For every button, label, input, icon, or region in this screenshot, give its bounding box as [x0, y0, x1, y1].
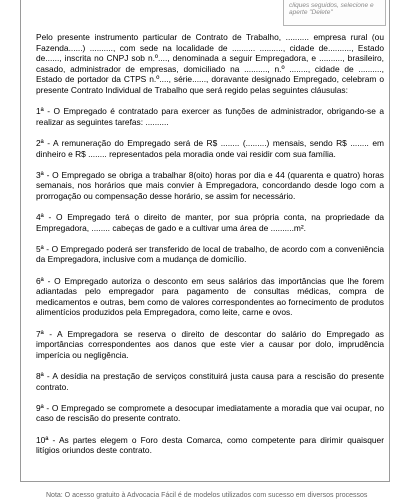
clause-10: 10ª - As partes elegem o Foro desta Comarca, como competente para dirimir quaisquer litígios oriundos deste contrato.: [36, 434, 384, 456]
clause-6: 6ª - O Empregado autoriza o desconto em seus salários das importâncias que lhe forem adiantadas pelo empregador para pagamento de consultas médicas, compra de medicamentos e outras, bem como de valores correspondentes ao fornecimento de produtos alimentícios produzidos pela Empregadora, como leite, carne e ovos.: [36, 275, 384, 318]
clause-8: 8ª - A desídia na prestação de serviços constituirá justa causa para a rescisão do presente contrato.: [36, 371, 384, 392]
contract-body: [36, 32, 384, 466]
clause-2: 2ª - A remuneração do Empregado será de R$ ........ (.........) mensais, sendo R$ ........ em dinheiro e R$ ........ representados pela moradia onde vai residir com sua família.: [36, 137, 384, 159]
footer-note: Nota: O acesso gratuito à Advocacia Fácil é de modelos utilizados com sucesso em diversos processos: [46, 492, 368, 499]
header-snippet: [98, 0, 308, 3]
clause-1: 1ª - O Empregado é contratado para exercer as funções de administrador, obrigando-se a realizar as seguintes tarefas: ..........: [36, 106, 384, 127]
instruction-tip-box: [283, 0, 386, 26]
clause-7: 7ª - A Empregadora se reserva o direito de descontar do salário do Empregado as importâncias correspondentes aos danos que este vier a causar por dolo, imprudência imperícia ou negligência.: [36, 328, 384, 360]
clause-4: 4ª - O Empregado terá o direito de manter, por sua própria conta, na propriedade da Empregadora, ........ cabeças de gado e a cultivar uma área de ..........m².: [36, 212, 384, 233]
contract-preamble: Pelo presente instrumento particular de Contrato de Trabalho, .......... empresa rural (ou Fazenda......) .........., com sede na localidade de .......... .........., cidade de.........., Estado de......, inscrita no CNPJ sob n.º...., denominada a seguir Empregadora, e .........., brasileiro, casado, administrador de empresas, domiciliado na .........., n.º ........, cidade de .........., Estado de portador da CTPS n.º...., série......, doravante designado Empregado, celebram o presente Contrato Individual de Trabalho que será regido pelas seguintes cláusulas:: [36, 32, 384, 95]
clause-3: 3ª - O Empregado se obriga a trabalhar 8(oito) horas por dia e 44 (quarenta e quatro) horas semanais, nos horários que mais convier à Empregadora, concordando desde logo com a prorrogação ou compensação desse horário, se assim for necessário.: [36, 169, 384, 201]
instruction-tip-text: cliques seguidos, selecione e aperte "Delete": [289, 1, 374, 16]
clause-9: 9ª - O Empregado se compromete a desocupar imediatamente a moradia que vai ocupar, no caso de rescisão do presente contrato.: [36, 402, 384, 424]
clause-5: 5ª - O Empregado poderá ser transferido de local de trabalho, de acordo com a conveniência da Empregadora, inclusive com a mudança de domicílio.: [36, 243, 384, 265]
